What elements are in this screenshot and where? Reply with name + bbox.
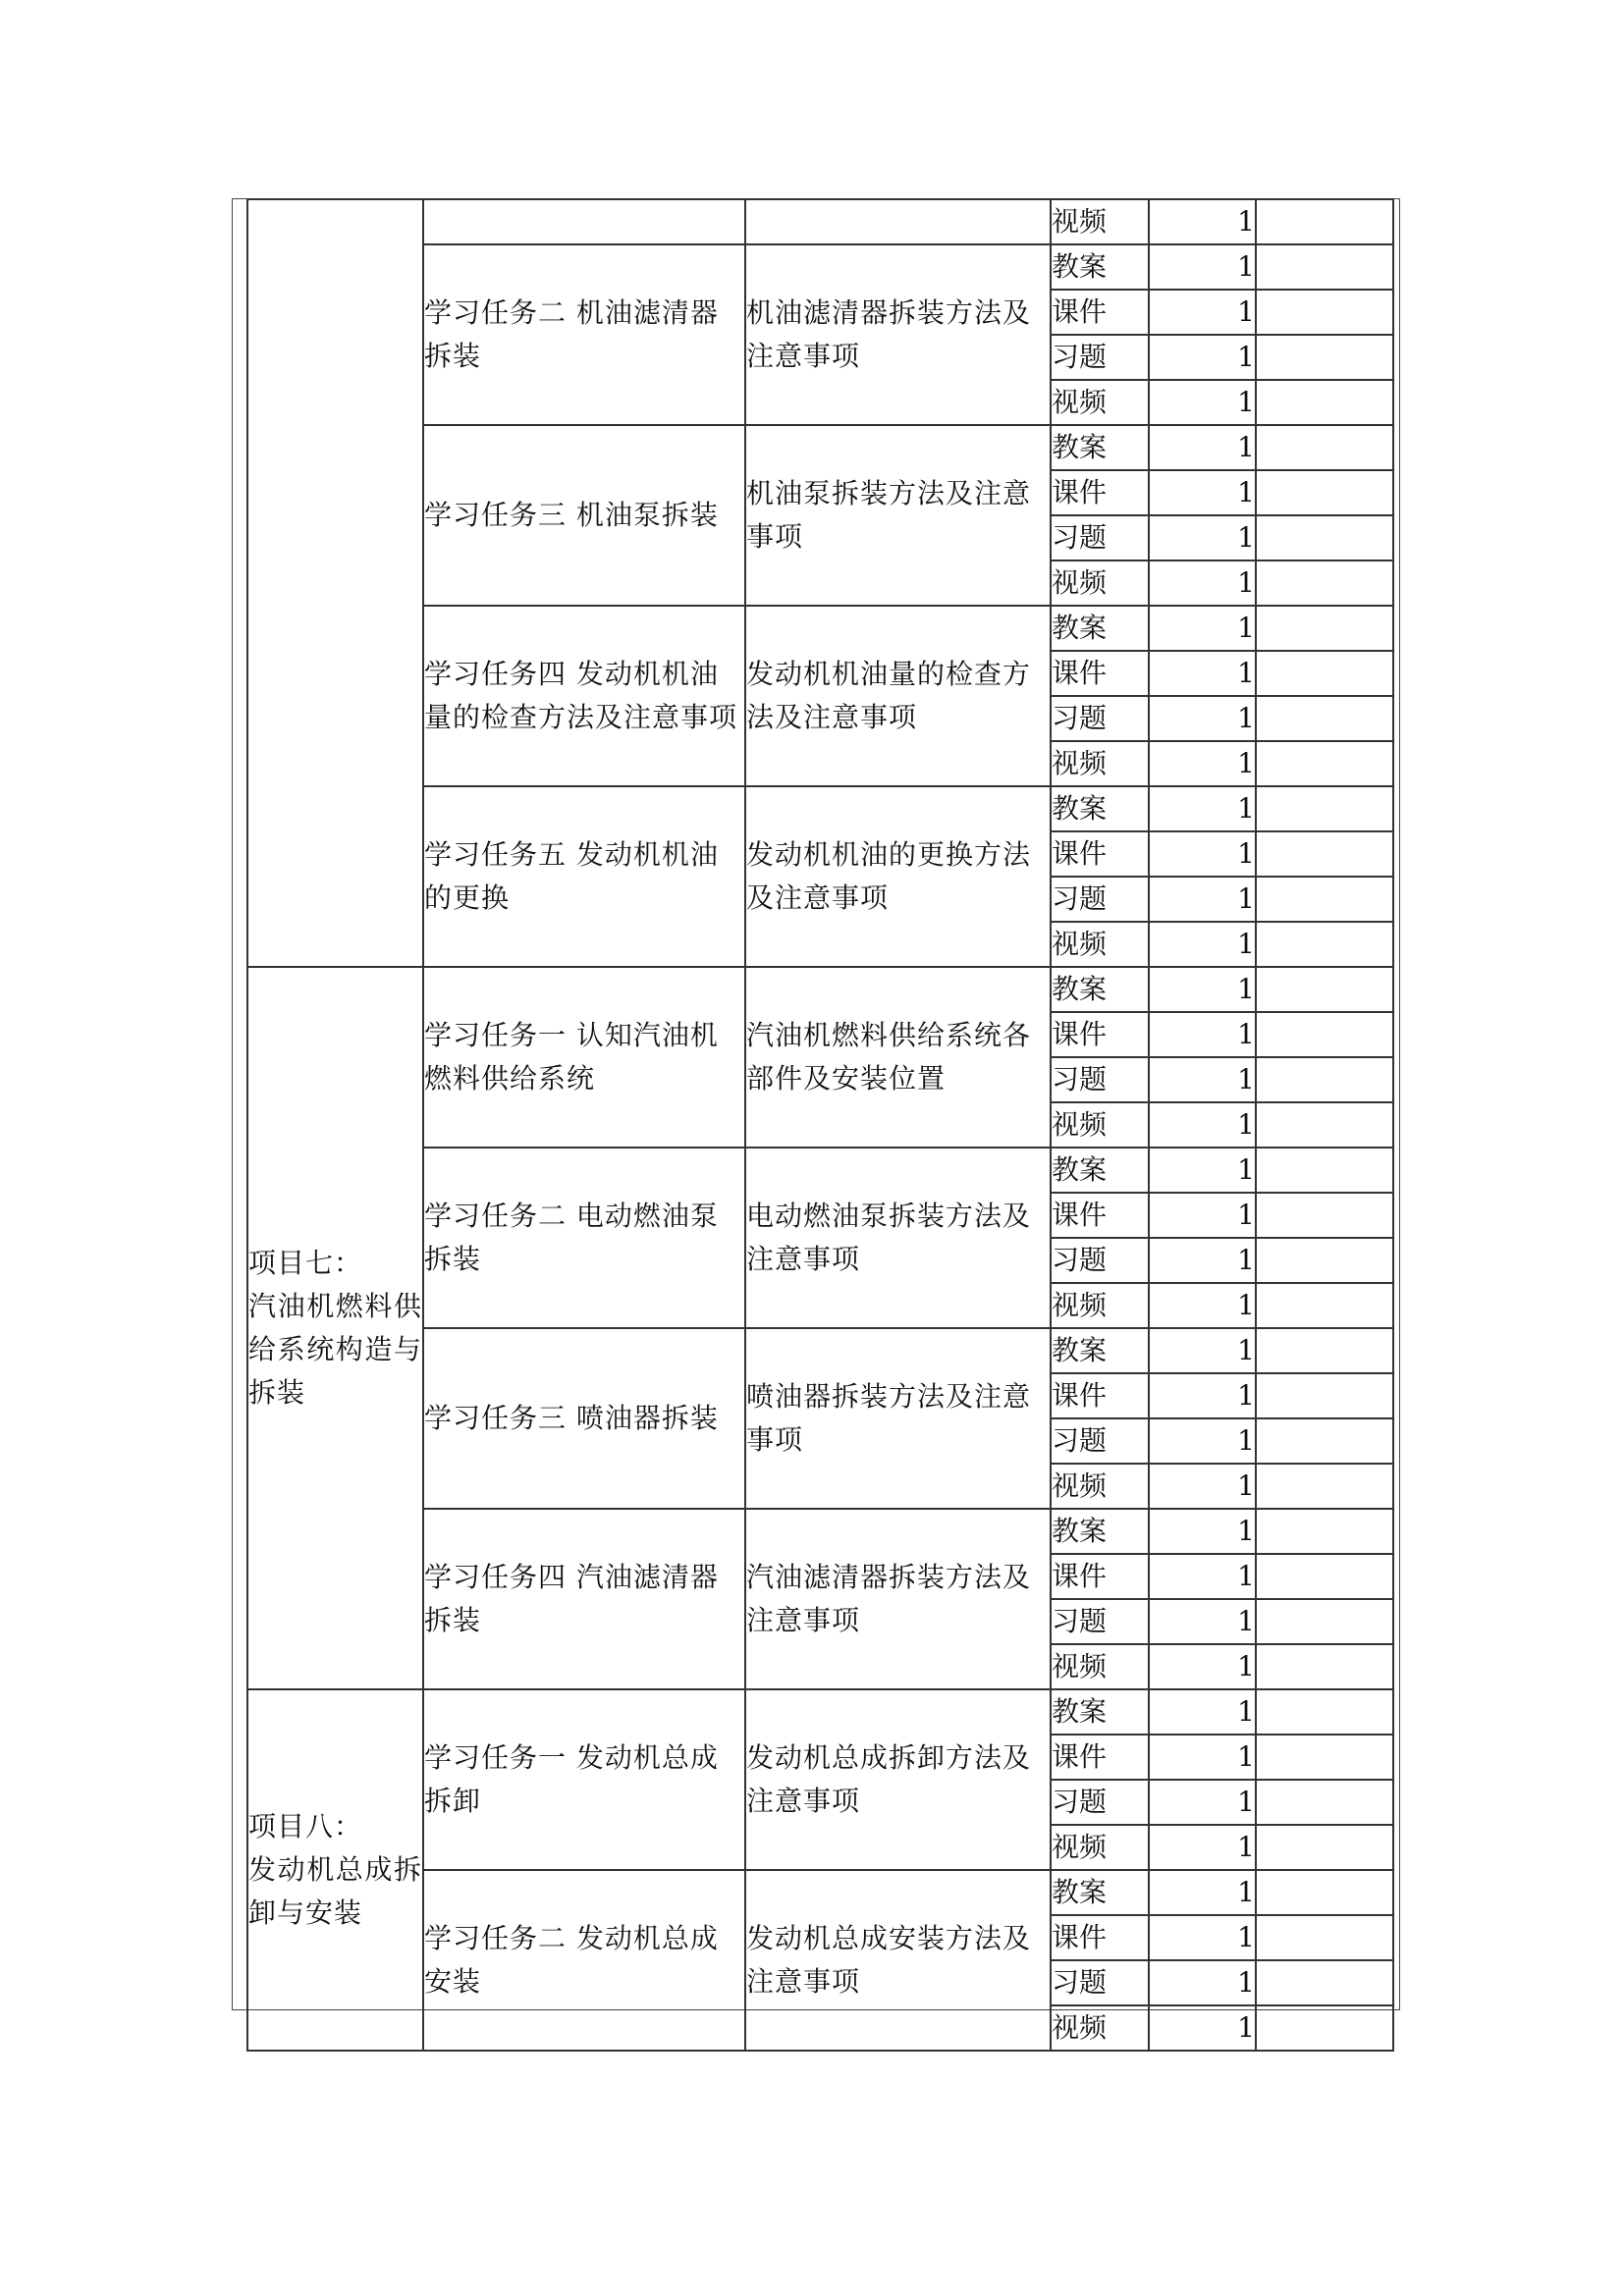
task-cell [423,425,745,606]
resource-count-cell: 1 [1149,1012,1256,1057]
note-cell [1256,1599,1393,1644]
resource-type-cell: 课件 [1051,1915,1149,1960]
resource-count-cell: 1 [1149,1870,1256,1915]
resource-count-cell: 1 [1149,831,1256,877]
resource-count-cell: 1 [1149,1735,1256,1780]
resource-count-cell: 1 [1149,1689,1256,1735]
table-row [247,967,1393,1012]
task-cell [423,1509,745,1689]
resource-count-cell: 1 [1149,1509,1256,1554]
note-cell [1256,1689,1393,1735]
resource-type-cell: 视频 [1051,1464,1149,1509]
task-content: 发动机总成安装方法及注意事项 [746,1922,1032,1998]
resource-type-cell: 课件 [1051,1012,1149,1057]
content-cell [745,1509,1051,1689]
resource-count-cell: 1 [1149,515,1256,561]
task-title: 学习任务二 发动机总成安装 [424,1922,719,1998]
task-content: 发动机总成拆卸方法及注意事项 [746,1741,1032,1817]
resource-type-cell: 习题 [1051,515,1149,561]
task-title: 学习任务四 汽油滤清器拆装 [424,1561,719,1636]
task-content: 机油滤清器拆装方法及注意事项 [746,296,1032,372]
content-cell [745,606,1051,786]
resource-count-cell: 1 [1149,1915,1256,1960]
resource-count-cell: 1 [1149,1373,1256,1418]
resource-type-cell: 视频 [1051,1825,1149,1870]
task-cell [423,967,745,1148]
resource-type-cell: 视频 [1051,741,1149,786]
resource-type-cell: 习题 [1051,1780,1149,1825]
note-cell [1256,425,1393,470]
note-cell [1256,1915,1393,1960]
project-label: 项目八： 发动机总成拆卸与安装 [248,1810,422,1929]
resource-count-cell: 1 [1149,1825,1256,1870]
task-content: 发动机机油的更换方法及注意事项 [746,838,1032,914]
content-cell [745,244,1051,425]
note-cell [1256,1238,1393,1283]
resource-count-cell: 1 [1149,922,1256,967]
resource-count-cell: 1 [1149,1102,1256,1148]
note-cell [1256,1012,1393,1057]
resource-type-cell: 教案 [1051,425,1149,470]
resource-count-cell: 1 [1149,1418,1256,1464]
resource-type-cell: 教案 [1051,606,1149,651]
content-cell [745,1689,1051,1870]
note-cell [1256,1102,1393,1148]
project-cell [247,199,423,967]
project-label: 项目七： 汽油机燃料供给系统构造与拆装 [248,1247,422,1409]
resource-type-cell: 教案 [1051,786,1149,831]
resource-count-cell: 1 [1149,696,1256,741]
resource-type-cell: 视频 [1051,1102,1149,1148]
resource-type-cell: 习题 [1051,1057,1149,1102]
table-row [247,1689,1393,1735]
resource-count-cell: 1 [1149,1283,1256,1328]
resource-type-cell: 习题 [1051,335,1149,380]
note-cell [1256,1418,1393,1464]
note-cell [1256,515,1393,561]
resource-count-cell: 1 [1149,1780,1256,1825]
resource-type-cell: 习题 [1051,1960,1149,2005]
resource-count-cell: 1 [1149,1057,1256,1102]
resource-count-cell: 1 [1149,199,1256,244]
note-cell [1256,561,1393,606]
resource-type-cell: 视频 [1051,1644,1149,1689]
resource-count-cell: 1 [1149,290,1256,335]
content-cell [745,425,1051,606]
note-cell [1256,1644,1393,1689]
note-cell [1256,335,1393,380]
task-content: 发动机机油量的检查方法及注意事项 [746,658,1032,733]
resource-count-cell: 1 [1149,1193,1256,1238]
task-content: 喷油器拆装方法及注意事项 [746,1380,1032,1456]
note-cell [1256,651,1393,696]
note-cell [1256,696,1393,741]
resource-count-cell: 1 [1149,244,1256,290]
resource-type-cell: 教案 [1051,1870,1149,1915]
resource-type-cell: 习题 [1051,1238,1149,1283]
task-content: 汽油滤清器拆装方法及注意事项 [746,1561,1032,1636]
resource-type-cell: 视频 [1051,2005,1149,2051]
resource-type-cell: 课件 [1051,290,1149,335]
resource-count-cell: 1 [1149,741,1256,786]
task-title: 学习任务一 认知汽油机燃料供给系统 [424,1019,719,1095]
resource-count-cell: 1 [1149,561,1256,606]
task-cell [423,1689,745,1870]
task-title: 学习任务四 发动机机油量的检查方法及注意事项 [424,658,738,733]
note-cell [1256,1735,1393,1780]
note-cell [1256,1464,1393,1509]
resource-type-cell: 课件 [1051,1373,1149,1418]
note-cell [1256,922,1393,967]
resource-type-cell: 课件 [1051,1735,1149,1780]
task-content: 电动燃油泵拆装方法及注意事项 [746,1200,1032,1275]
note-cell [1256,2005,1393,2051]
resource-type-cell: 课件 [1051,470,1149,515]
resource-type-cell: 习题 [1051,1418,1149,1464]
note-cell [1256,1825,1393,1870]
resource-count-cell: 1 [1149,1644,1256,1689]
resource-count-cell: 1 [1149,1238,1256,1283]
resource-type-cell: 教案 [1051,1509,1149,1554]
resource-count-cell: 1 [1149,1599,1256,1644]
note-cell [1256,1283,1393,1328]
note-cell [1256,470,1393,515]
resource-type-cell: 教案 [1051,244,1149,290]
task-title: 学习任务二 电动燃油泵拆装 [424,1200,719,1275]
resource-table [246,198,1394,2052]
resource-type-cell: 习题 [1051,696,1149,741]
resource-count-cell: 1 [1149,2005,1256,2051]
resource-count-cell: 1 [1149,651,1256,696]
note-cell [1256,741,1393,786]
resource-count-cell: 1 [1149,335,1256,380]
task-title: 学习任务一 发动机总成拆卸 [424,1741,719,1817]
table-row [247,199,1393,244]
content-cell [745,786,1051,967]
resource-type-cell: 教案 [1051,1148,1149,1193]
project-cell [247,1689,423,2051]
resource-count-cell: 1 [1149,1328,1256,1373]
note-cell [1256,244,1393,290]
task-cell [423,1148,745,1328]
resource-type-cell: 视频 [1051,1283,1149,1328]
note-cell [1256,1960,1393,2005]
content-cell [745,967,1051,1148]
resource-count-cell: 1 [1149,380,1256,425]
task-title: 学习任务五 发动机机油的更换 [424,838,719,914]
resource-count-cell: 1 [1149,877,1256,922]
note-cell [1256,1373,1393,1418]
resource-type-cell: 课件 [1051,1554,1149,1599]
resource-type-cell: 课件 [1051,1193,1149,1238]
note-cell [1256,1509,1393,1554]
resource-count-cell: 1 [1149,967,1256,1012]
resource-count-cell: 1 [1149,1464,1256,1509]
note-cell [1256,967,1393,1012]
note-cell [1256,1870,1393,1915]
resource-count-cell: 1 [1149,1554,1256,1599]
content-cell [745,199,1051,244]
note-cell [1256,199,1393,244]
resource-type-cell: 教案 [1051,967,1149,1012]
note-cell [1256,786,1393,831]
task-title: 学习任务二 机油滤清器拆装 [424,296,719,372]
note-cell [1256,1328,1393,1373]
resource-type-cell: 教案 [1051,1689,1149,1735]
task-content: 汽油机燃料供给系统各部件及安装位置 [746,1019,1032,1095]
note-cell [1256,1148,1393,1193]
note-cell [1256,831,1393,877]
resource-type-cell: 教案 [1051,1328,1149,1373]
resource-count-cell: 1 [1149,425,1256,470]
resource-type-cell: 习题 [1051,1599,1149,1644]
resource-type-cell: 习题 [1051,877,1149,922]
note-cell [1256,1193,1393,1238]
note-cell [1256,1554,1393,1599]
resource-type-cell: 视频 [1051,199,1149,244]
task-cell [423,1870,745,2051]
note-cell [1256,380,1393,425]
resource-type-cell: 视频 [1051,922,1149,967]
resource-type-cell: 视频 [1051,380,1149,425]
note-cell [1256,1057,1393,1102]
resource-table-body [247,199,1393,2051]
resource-count-cell: 1 [1149,1960,1256,2005]
note-cell [1256,877,1393,922]
content-cell [745,1148,1051,1328]
task-title: 学习任务三 喷油器拆装 [424,1402,719,1434]
note-cell [1256,1780,1393,1825]
task-cell [423,786,745,967]
resource-type-cell: 课件 [1051,831,1149,877]
task-cell [423,199,745,244]
resource-count-cell: 1 [1149,470,1256,515]
task-content: 机油泵拆装方法及注意事项 [746,477,1032,553]
task-cell [423,244,745,425]
task-cell [423,1328,745,1509]
task-cell [423,606,745,786]
resource-type-cell: 课件 [1051,651,1149,696]
resource-count-cell: 1 [1149,786,1256,831]
resource-count-cell: 1 [1149,606,1256,651]
content-cell [745,1328,1051,1509]
note-cell [1256,606,1393,651]
task-title: 学习任务三 机油泵拆装 [424,499,719,531]
note-cell [1256,290,1393,335]
resource-type-cell: 视频 [1051,561,1149,606]
resource-count-cell: 1 [1149,1148,1256,1193]
content-cell [745,1870,1051,2051]
project-cell [247,967,423,1689]
